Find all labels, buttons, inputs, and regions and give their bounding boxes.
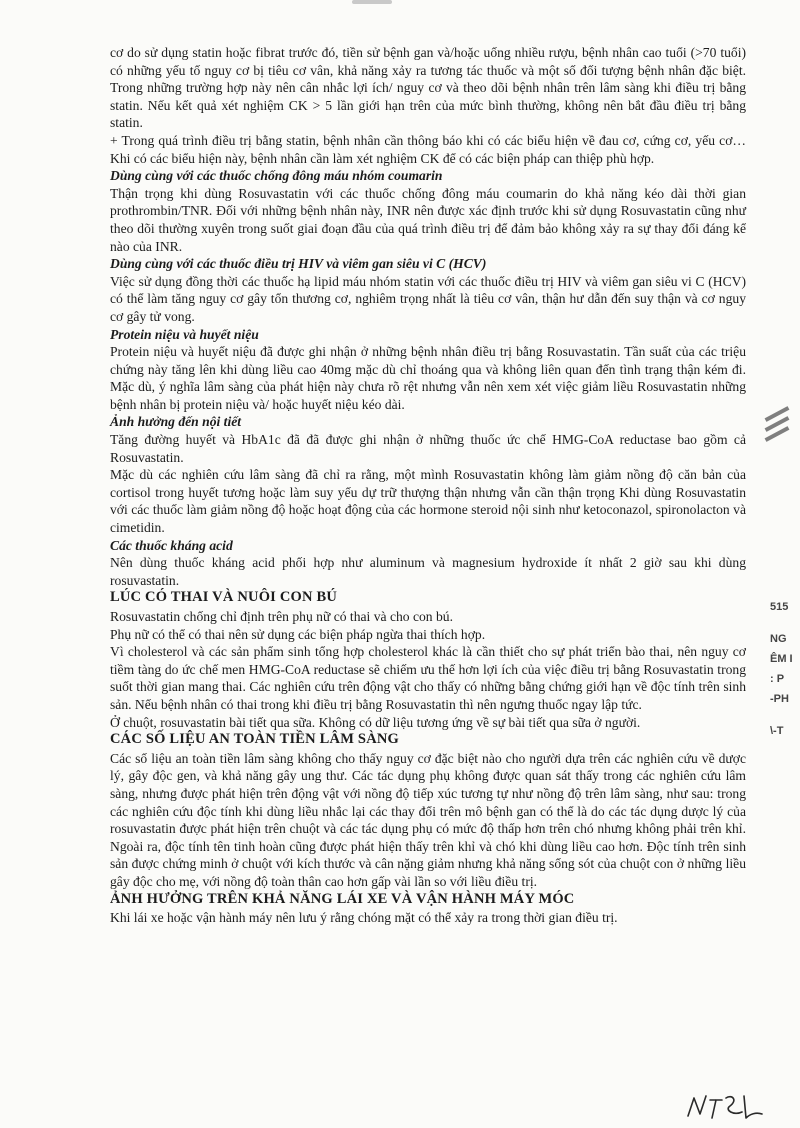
subsection-heading: Protein niệu và huyết niệu: [110, 326, 259, 342]
subsection-heading: Dùng cùng với các thuốc điều trị HIV và viêm gan siêu vi C (HCV): [110, 256, 487, 272]
handwritten-signature: [684, 1090, 764, 1122]
scan-smudge: [352, 0, 392, 4]
edge-fragment: NG: [770, 633, 787, 645]
subsection-heading: Các thuốc kháng acid: [110, 537, 233, 553]
body-paragraph: Phụ nữ có thể có thai nên sử dụng các biện pháp ngừa thai thích hợp.: [110, 626, 486, 642]
section-heading: LÚC CÓ THAI VÀ NUÔI CON BÚ: [110, 589, 338, 606]
document-body: [110, 44, 746, 927]
edge-fragment: -PH: [770, 693, 789, 705]
subsection-heading: Dùng cùng với các thuốc chống đông máu nhóm coumarin: [110, 168, 443, 184]
body-paragraph: Ở chuột, rosuvastatin bài tiết qua sữa. Không có dữ liệu tương ứng về sự bài tiết qua sữa ở người.: [110, 714, 641, 730]
edge-fragment: ÊM I: [770, 653, 793, 665]
edge-fragment: 515: [770, 601, 789, 613]
body-paragraph: Khi lái xe hoặc vận hành máy nên lưu ý rằng chóng mặt có thể xảy ra trong thời gian điều trị.: [110, 910, 618, 926]
body-paragraph: Protein niệu và huyết niệu đã được ghi nhận ở những bệnh nhân điều trị bằng Rosuvastatin. Tần suất của các triệu chứng này tăng lên khi dùng liều cao 40mg mặc dù chỉ thoáng qua và không liên quan đến tình trạng thận kém đi. Mặc dù, ý nghĩa lâm sàng của phát hiện này chưa rõ rệt nhưng vẫn nên xem xét việc giảm liều Rosuvastatin những bệnh nhân bị protein niệu và/ hoặc huyết niệu kéo dài.: [110, 344, 746, 412]
subsection-heading: Ảnh hưởng đến nội tiết: [110, 414, 242, 430]
body-paragraph: Rosuvastatin chống chỉ định trên phụ nữ có thai và cho con bú.: [110, 609, 453, 624]
right-edge-stamp-fragments: [762, 597, 800, 741]
body-paragraph: Nên dùng thuốc kháng acid phối hợp như aluminum và magnesium hydroxide ít nhất 2 giờ sau khi dùng rosuvastatin.: [110, 555, 746, 588]
body-paragraph: Mặc dù các nghiên cứu lâm sàng đã chỉ ra rằng, một mình Rosuvastatin không làm giảm nồng độ căn bản của cortisol trong huyết tương hoặc làm suy yếu dự trữ thượng thận nhưng vẫn cần thận trọng Khi dùng Rosuvastatin với các thuốc làm giảm nồng độ hoặc hoạt động của các hormone steroid nội sinh như ketoconazol, spironolacton và cimetidin.: [110, 467, 746, 536]
body-paragraph: cơ do sử dụng statin hoặc fibrat trước đó, tiền sử bệnh gan và/hoặc uống nhiều rượu, bệnh nhân cao tuổi (>70 tuổi) có những yếu tố nguy cơ bị tiêu cơ vân, khả năng xảy ra tương tác thuốc và một số đối tượng bệnh nhân đặc biệt. Trong những trường hợp này nên cân nhắc lợi ích/ nguy cơ và theo dõi bệnh nhân trên lâm sàng khi điều trị bằng statin. Nếu kết quả xét nghiệm CK > 5 lần giới hạn trên của mức bình thường, không nên bắt đầu điều trị bằng statin.: [110, 45, 746, 131]
body-paragraph: Các số liệu an toàn tiền lâm sàng không cho thấy nguy cơ đặc biệt nào cho người dựa trên các nghiên cứu về dược lý, gây độc gen, và khả năng gây ung thư. Các tác dụng phụ không được quan sát thấy trong các nghiên cứu lâm sàng, nhưng được phát hiện trên động vật với nồng độ tiếp xúc tương tự như nồng độ trên lâm sàng, như sau: trong các nghiên cứu độc tính khi dùng liều nhắc lại các thay đổi trên mô bệnh gan có thể là do các tác dụng dược lý của rosuvastatin được phát hiện trên chuột và các tác dụng phụ có mức độ thấp hơn trên chó nhưng không phải trên khỉ. Ngoài ra, độc tính tên tinh hoàn cũng được phát hiện thấy trên khỉ và chó khi dùng liều cao hơn. Độc tính trên sinh sản được chứng minh ở chuột với kích thước và cân nặng giảm nhưng khả năng sống sót của chuột con ở những liều gây độc cho mẹ, với nồng độ toàn thân cao hơn gấp vài lần so với liều điều trị.: [110, 750, 746, 889]
body-paragraph: Tăng đường huyết và HbA1c đã đã được ghi nhận ở những thuốc ức chế HMG-CoA reductase bao gồm cả Rosuvastatin.: [110, 432, 746, 465]
body-paragraph: Vì cholesterol và các sản phẩm sinh tổng hợp cholesterol khác là cần thiết cho sự phát triển bào thai, nên nguy cơ tiềm tàng do ức chế men HMG-CoA reductase sẽ chiếm ưu thế hơn lợi ích của việc điều trị bằng Rosuvastatin trong suốt thời gian mang thai. Các nghiên cứu trên động vật cho thấy có những bằng chứng giới hạn về độc tính trên sinh sản. Nếu bệnh nhân có thai trong khi điều trị bằng Rosuvastatin thì nên ngưng thuốc ngay lập tức.: [110, 644, 746, 712]
edge-fragment: \-T: [770, 725, 784, 737]
section-heading: CÁC SỐ LIỆU AN TOÀN TIỀN LÂM SÀNG: [110, 731, 400, 748]
body-paragraph: + Trong quá trình điều trị bằng statin, bệnh nhân cần thông báo khi có các biểu hiện về đau cơ, cứng cơ, yếu cơ… Khi có các biểu hiện này, bệnh nhân cần làm xét nghiệm CK để có các biện pháp can thiệp phù hợp.: [110, 132, 746, 166]
edge-fragment: : P: [770, 673, 785, 685]
body-paragraph: Thận trọng khi dùng Rosuvastatin với các thuốc chống đông máu coumarin do khả năng kéo dài thời gian prothrombin/TNR. Đối với những bệnh nhân này, INR nên được xác định trước khi sử dụng Rosuvastatin cũng như theo dõi thường xuyên trong suốt giai đoạn đầu của quá trình điều trị để đảm bảo không xảy ra sự thay đổi đáng kể nào của INR.: [110, 185, 746, 254]
body-paragraph: Việc sử dụng đồng thời các thuốc hạ lipid máu nhóm statin với các thuốc điều trị HIV và viêm gan siêu vi C (HCV) có thể làm tăng nguy cơ gây tổn thương cơ, nghiêm trọng nhất là tiêu cơ vân, thận hư dẫn đến suy thận và cơ nguy cơ gây tử vong.: [110, 273, 746, 324]
section-heading: ẢNH HƯỞNG TRÊN KHẢ NĂNG LÁI XE VÀ VẬN HÀNH MÁY MÓC: [110, 890, 575, 907]
